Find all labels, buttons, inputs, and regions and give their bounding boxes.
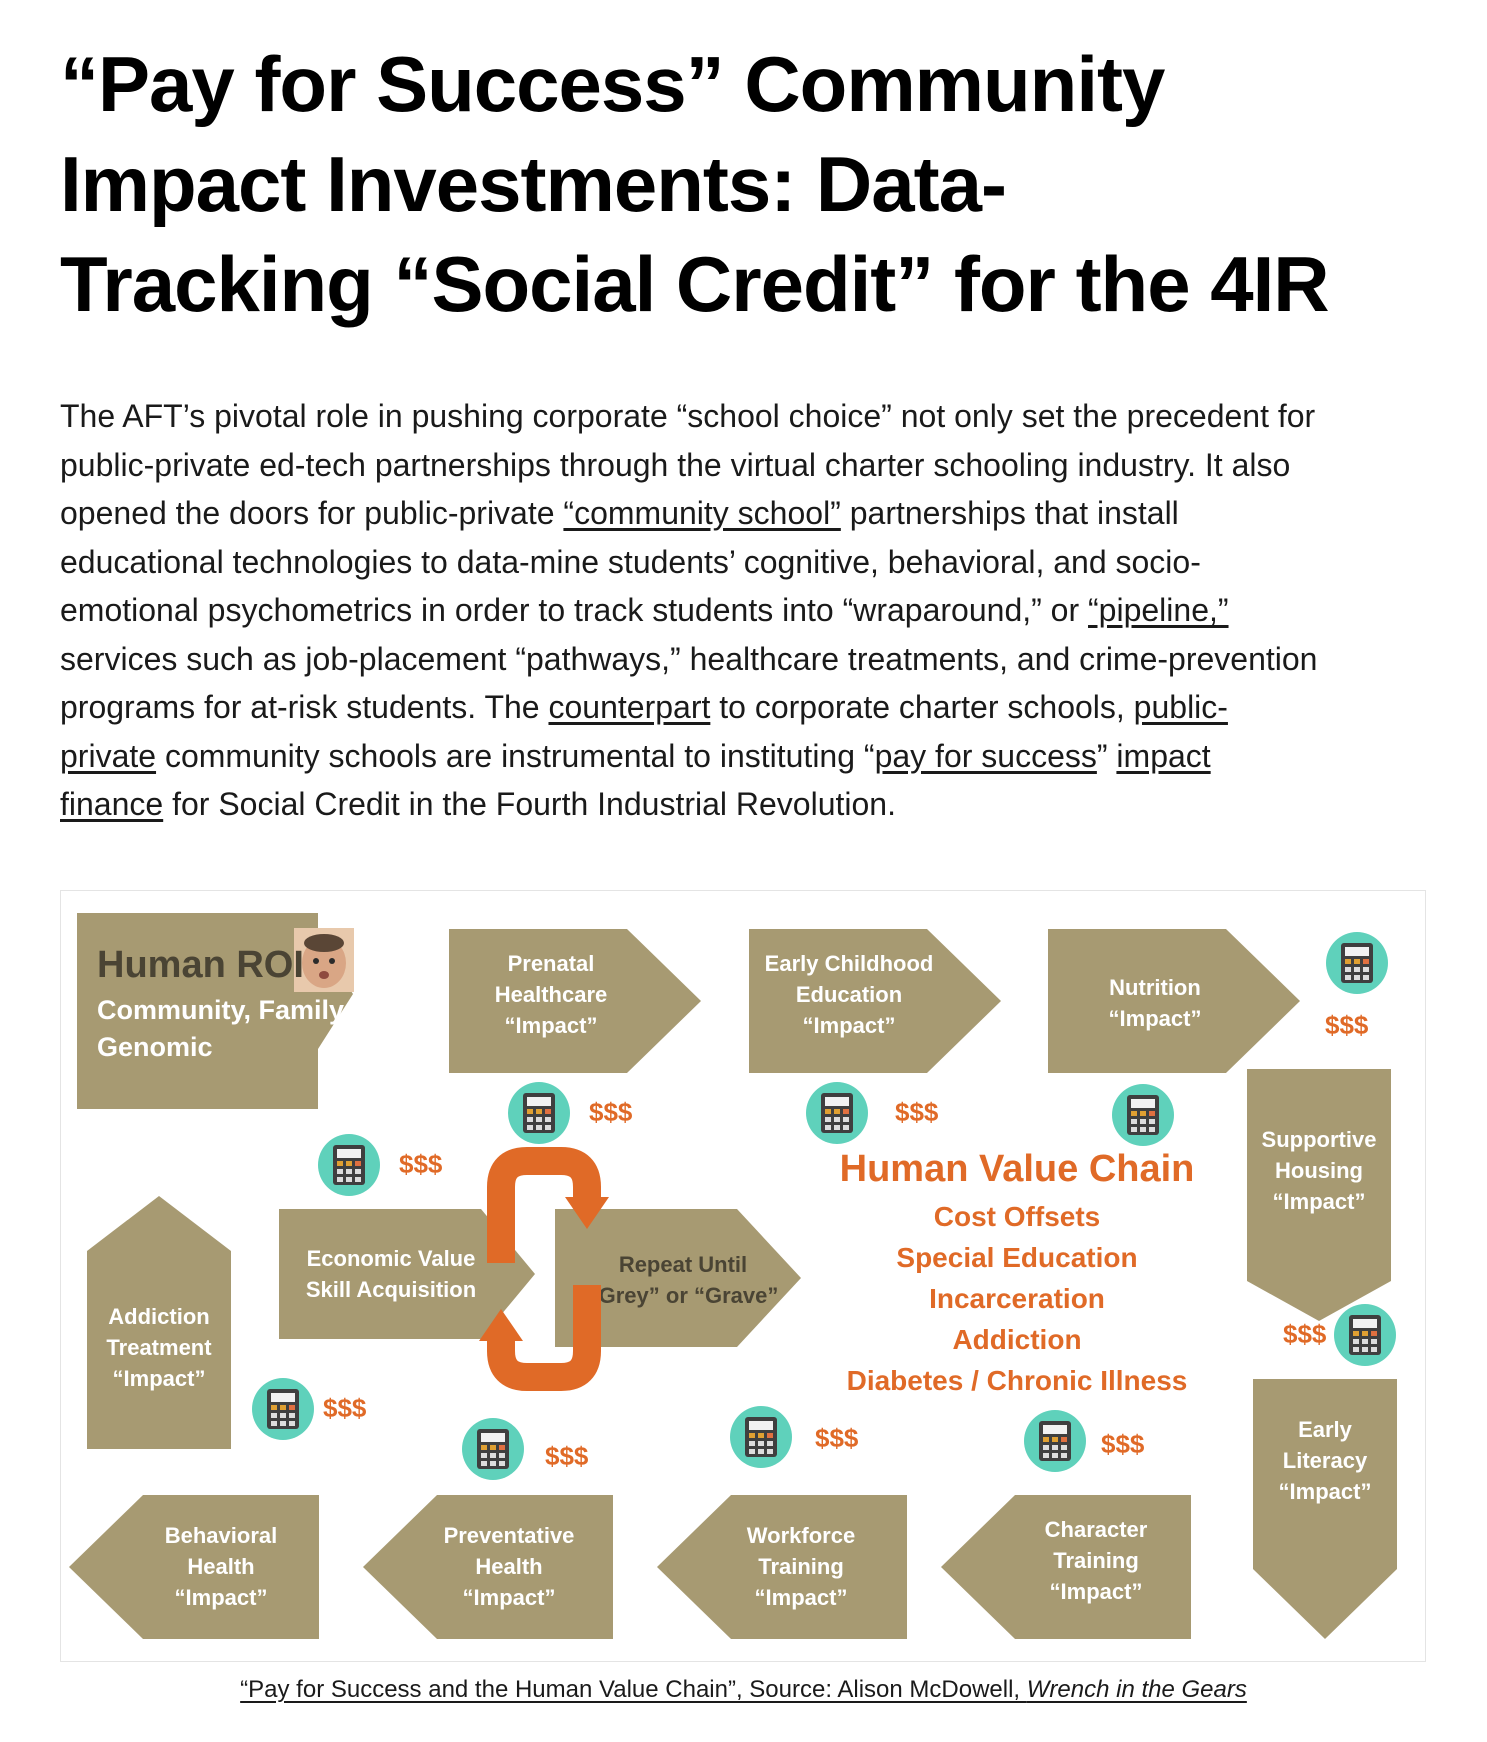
svg-text:“Impact”: “Impact” — [802, 1013, 896, 1038]
pipeline-link[interactable]: “pipeline,” — [1088, 592, 1229, 628]
para-line: programs for at-risk students. The counterpart to corporate charter schools, public- — [60, 689, 1228, 725]
money-label: $$$ — [1325, 1010, 1369, 1040]
svg-text:“Impact”: “Impact” — [112, 1366, 206, 1391]
public-private-link[interactable]: public- — [1133, 689, 1228, 725]
human-value-chain-figure — [60, 890, 1426, 1662]
para-line: private community schools are instrumental to instituting “pay for success” impact — [60, 737, 1211, 774]
value-chain-title: Human Value Chain — [839, 1148, 1195, 1190]
value-chain-text — [840, 1148, 1195, 1396]
svg-text:Repeat Until: Repeat Until — [618, 1252, 748, 1277]
workforce-box — [657, 1495, 907, 1639]
para-line: emotional psychometrics in order to track students into “wraparound,” or “pipeline,” — [60, 592, 1229, 628]
figure-caption — [0, 1676, 1487, 1704]
money-label: $$$ — [1101, 1429, 1145, 1459]
calculator-icon — [1112, 1084, 1174, 1146]
pay-for-success-link[interactable]: pay for success — [874, 737, 1097, 774]
svg-text:“Impact”: “Impact” — [1272, 1189, 1366, 1214]
money-label: $$$ — [399, 1149, 443, 1179]
svg-text:Supportive: Supportive — [1261, 1127, 1377, 1152]
svg-text:Treatment: Treatment — [106, 1335, 212, 1360]
svg-text:“Impact”: “Impact” — [504, 1013, 598, 1038]
para-line: opened the doors for public-private “community school” partnerships that install — [60, 495, 1179, 531]
caption-link[interactable]: “Pay for Success and the Human Value Chain”, Source: Alison McDowell, Wrench in the Gears — [240, 1676, 1247, 1703]
calculator-icon — [462, 1418, 524, 1480]
caption-source: Wrench in the Gears — [1026, 1676, 1247, 1703]
svg-text:“Impact”: “Impact” — [1049, 1579, 1143, 1604]
svg-text:Addiction: Addiction — [952, 1324, 1082, 1355]
human-roi-title: Human ROI — [97, 944, 304, 986]
para-line: finance for Social Credit in the Fourth Industrial Revolution. — [60, 786, 896, 822]
money-label: $$$ — [589, 1097, 633, 1127]
svg-text:“Impact”: “Impact” — [754, 1585, 848, 1610]
public-private-link-cont[interactable]: private — [60, 737, 157, 774]
calculator-icon — [730, 1406, 792, 1468]
svg-text:Training: Training — [758, 1554, 844, 1579]
svg-text:Healthcare: Healthcare — [494, 982, 608, 1007]
svg-text:Health: Health — [475, 1554, 543, 1579]
svg-text:Health: Health — [187, 1554, 255, 1579]
svg-text:“Grey” or “Grave”: “Grey” or “Grave” — [587, 1283, 779, 1308]
svg-text:Diabetes / Chronic Illness: Diabetes / Chronic Illness — [846, 1365, 1188, 1396]
svg-text:Cost Offsets: Cost Offsets — [933, 1201, 1101, 1232]
svg-text:Behavioral: Behavioral — [164, 1523, 278, 1548]
addiction-box — [87, 1196, 231, 1449]
human-value-chain-diagram — [61, 891, 1425, 1661]
calculator-icon — [806, 1082, 868, 1144]
behavioral-box — [69, 1495, 319, 1639]
article-title — [60, 34, 1440, 334]
para-line: public-private ed-tech partnerships through the virtual charter schooling industry. It also — [60, 446, 1291, 483]
svg-text:Early Childhood: Early Childhood — [764, 951, 934, 976]
human-roi-box — [77, 913, 439, 1109]
impact-finance-link-cont[interactable]: finance — [60, 786, 164, 822]
early-childhood-box — [749, 929, 1001, 1073]
calculator-icon — [1326, 932, 1388, 994]
character-box — [941, 1495, 1191, 1639]
prenatal-box — [449, 929, 701, 1073]
svg-text:Preventative: Preventative — [443, 1523, 575, 1548]
impact-finance-link[interactable]: impact — [1116, 737, 1211, 774]
para-line: The AFT’s pivotal role in pushing corporate “school choice” not only set the precedent for — [60, 398, 1316, 434]
svg-text:“Impact”: “Impact” — [174, 1585, 268, 1610]
svg-text:Economic Value: Economic Value — [306, 1246, 476, 1271]
calculator-icon — [1334, 1304, 1396, 1366]
money-label: $$$ — [545, 1441, 589, 1471]
para-line: educational technologies to data-mine students’ cognitive, behavioral, and socio- — [60, 543, 1201, 580]
svg-text:Training: Training — [1053, 1548, 1139, 1573]
svg-text:Literacy: Literacy — [1282, 1448, 1368, 1473]
money-label: $$$ — [895, 1097, 939, 1127]
money-label: $$$ — [815, 1423, 859, 1453]
money-label: $$$ — [323, 1393, 367, 1423]
calculator-icon — [318, 1134, 380, 1196]
svg-text:“Impact”: “Impact” — [1108, 1006, 1202, 1031]
human-roi-line2: Genomic — [97, 1032, 213, 1062]
svg-text:Workforce: Workforce — [746, 1523, 856, 1548]
calculator-icon — [1024, 1410, 1086, 1472]
nutrition-box — [1048, 929, 1300, 1073]
preventative-box — [363, 1495, 613, 1639]
svg-text:Skill Acquisition: Skill Acquisition — [305, 1277, 477, 1302]
svg-text:Education: Education — [795, 982, 903, 1007]
title-line-3: Tracking “Social Credit” for the 4IR — [60, 240, 1329, 328]
title-line-2: Impact Investments: Data- — [60, 140, 1006, 228]
community-school-link[interactable]: “community school” — [563, 495, 841, 531]
calculator-icon — [508, 1082, 570, 1144]
svg-text:Nutrition: Nutrition — [1109, 975, 1201, 1000]
svg-text:Addiction: Addiction — [108, 1304, 210, 1329]
svg-text:Prenatal: Prenatal — [507, 951, 595, 976]
svg-text:Special Education: Special Education — [896, 1242, 1138, 1273]
article-paragraph — [60, 392, 1430, 829]
svg-text:“Impact”: “Impact” — [1278, 1479, 1372, 1504]
svg-text:“Impact”: “Impact” — [462, 1585, 556, 1610]
svg-text:Housing: Housing — [1275, 1158, 1363, 1183]
svg-text:Early: Early — [1298, 1417, 1352, 1442]
counterpart-link[interactable]: counterpart — [548, 689, 711, 725]
para-line: services such as job-placement “pathways,” healthcare treatments, and crime-prevention — [60, 640, 1318, 677]
svg-text:Character: Character — [1044, 1517, 1148, 1542]
human-roi-line1: Community, Family, ACES, — [97, 995, 439, 1025]
early-literacy-box — [1253, 1379, 1397, 1639]
title-line-1: “Pay for Success” Community — [60, 40, 1165, 128]
calculator-icon — [252, 1378, 314, 1440]
svg-text:Incarceration: Incarceration — [929, 1283, 1105, 1314]
money-label: $$$ — [1283, 1319, 1327, 1349]
supportive-housing-box — [1247, 1069, 1391, 1321]
